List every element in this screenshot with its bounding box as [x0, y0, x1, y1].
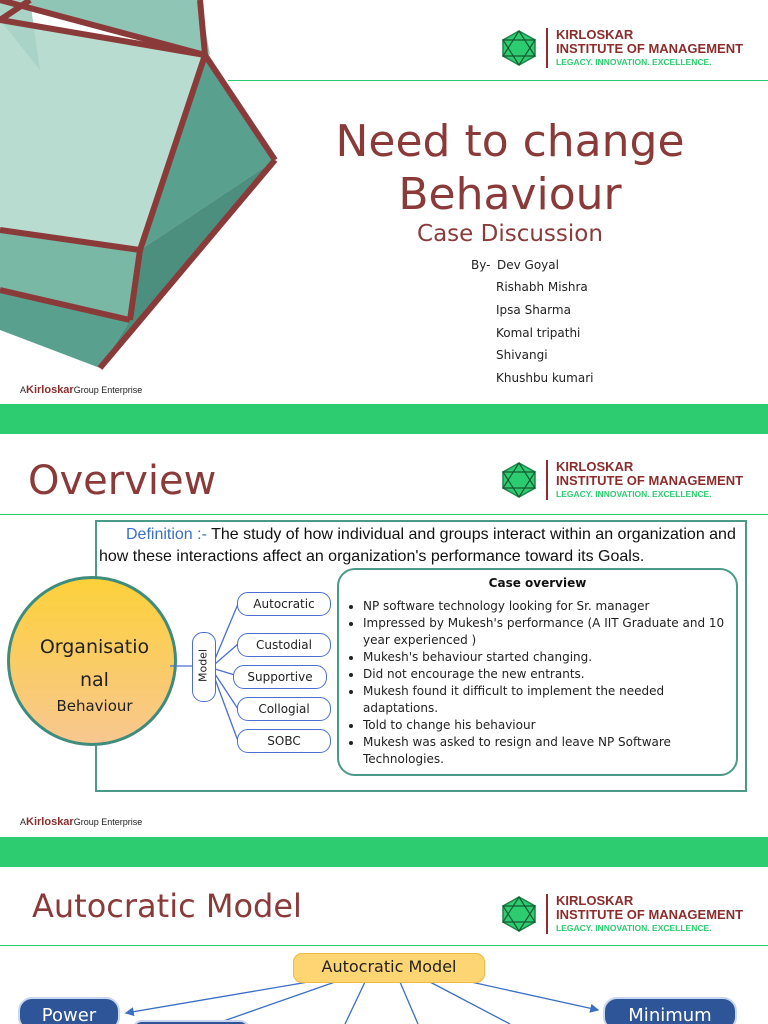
slide1-footer-band	[0, 404, 768, 434]
group-enterprise: AKirloskarGroup Enterprise	[20, 816, 143, 828]
header-divider	[228, 80, 768, 81]
logo-line2: INSTITUTE OF MANAGEMENT	[556, 473, 744, 488]
logo-tagline: LEGACY. INNOVATION. EXCELLENCE.	[556, 57, 712, 67]
kirloskar-logo	[500, 28, 743, 68]
kirloskar-logo-icon	[500, 461, 538, 499]
author-1: Dev Goyal	[497, 258, 559, 272]
author-5: Shivangi	[496, 348, 548, 362]
slide3-title: Autocratic Model	[32, 887, 302, 925]
case-item: • NP software technology looking for Sr. manager	[363, 598, 726, 615]
model-custodial: Custodial	[237, 633, 331, 657]
case-overview-box	[337, 568, 738, 776]
model-autocratic: Autocratic	[237, 592, 331, 616]
kirloskar-logo-icon	[500, 895, 538, 933]
case-item: • Mukesh was asked to resign and leave NP Software Technologies.	[363, 734, 726, 768]
logo-line1: KIRLOSKAR	[556, 893, 634, 908]
ob-circle-line2: nal	[80, 669, 109, 691]
model-supportive: Supportive	[233, 665, 327, 689]
slide-overview	[0, 434, 768, 837]
node-partial	[132, 1020, 250, 1024]
ob-circle	[7, 576, 177, 746]
case-item: • Mukesh's behaviour started changing.	[363, 649, 726, 666]
slide1-title-line2: Behaviour	[398, 169, 622, 220]
kirloskar-logo	[500, 894, 743, 934]
author-2: Rishabh Mishra	[496, 280, 588, 294]
case-overview-list	[339, 598, 736, 768]
ob-circle-line3: Behaviour	[56, 697, 133, 715]
ob-circle-line1: Organisatio	[39, 636, 150, 658]
author-4: Komal tripathi	[496, 326, 581, 340]
slide1-title-line1: Need to change	[335, 116, 685, 167]
slide1-subtitle: Case Discussion	[417, 221, 603, 247]
author-3: Ipsa Sharma	[496, 303, 571, 317]
definition-label: Definition :-	[126, 526, 207, 543]
slide-autocratic	[0, 867, 768, 1024]
definition-text	[99, 524, 739, 568]
node-minimum: Minimum	[603, 997, 737, 1024]
autocratic-center-label: Autocratic Model	[321, 957, 457, 976]
geometric-decoration	[0, 0, 290, 380]
logo-tagline: LEGACY. INNOVATION. EXCELLENCE.	[556, 489, 712, 499]
author-6: Khushbu kumari	[496, 371, 594, 385]
by-label: By-	[471, 258, 491, 272]
node-power: Power	[18, 997, 120, 1024]
model-sobc: SOBC	[237, 729, 331, 753]
slide2-title: Overview	[28, 458, 217, 504]
header-divider	[0, 514, 768, 515]
group-enterprise: AKirloskarGroup Enterprise	[20, 384, 143, 396]
case-item: • Impressed by Mukesh's performance (A IIT Graduate and 10 year experienced )	[363, 615, 726, 649]
logo-line1: KIRLOSKAR	[556, 459, 634, 474]
group-brand: Kirloskar	[26, 816, 74, 828]
kirloskar-logo	[500, 460, 743, 500]
case-item: • Told to change his behaviour	[363, 717, 726, 734]
case-overview-title: Case overview	[488, 576, 587, 590]
logo-line2: INSTITUTE OF MANAGEMENT	[556, 907, 744, 922]
slide-title	[0, 0, 768, 404]
slide2-footer-band	[0, 837, 768, 867]
case-item: • Did not encourage the new entrants.	[363, 666, 726, 683]
logo-line2: INSTITUTE OF MANAGEMENT	[556, 41, 744, 56]
definition-body: The study of how individual and groups interact within an organization and how these interactions affect an organization's performance toward its Goals.	[99, 526, 736, 565]
group-brand: Kirloskar	[26, 384, 74, 396]
model-collogial: Collogial	[237, 697, 331, 721]
model-label: Model	[196, 648, 210, 683]
kirloskar-logo-icon	[500, 29, 538, 67]
logo-line1: KIRLOSKAR	[556, 27, 634, 42]
logo-tagline: LEGACY. INNOVATION. EXCELLENCE.	[556, 923, 712, 933]
case-item: • Mukesh found it difficult to implement the needed adaptations.	[363, 683, 726, 717]
header-divider	[0, 945, 768, 946]
